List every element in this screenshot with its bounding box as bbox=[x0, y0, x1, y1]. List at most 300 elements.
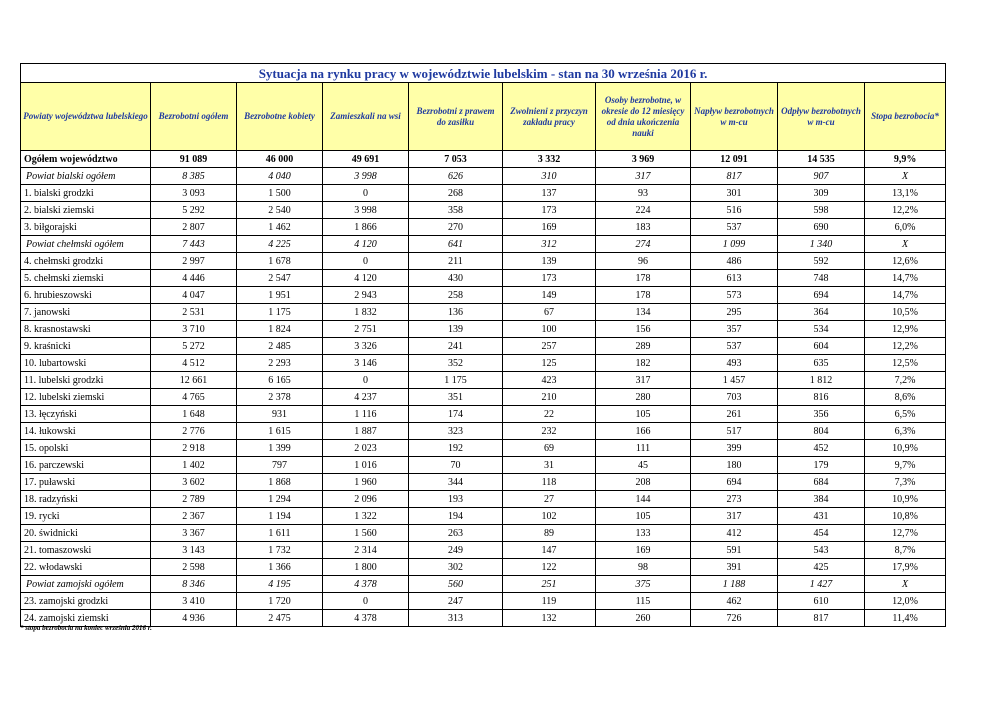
value-cell: 45 bbox=[596, 457, 691, 474]
value-cell: 4 378 bbox=[323, 610, 409, 627]
value-cell: 1 648 bbox=[151, 406, 237, 423]
value-cell: 1 427 bbox=[778, 576, 865, 593]
district-name-cell: 19. rycki bbox=[21, 508, 151, 525]
value-cell: 8,6% bbox=[865, 389, 946, 406]
value-cell: 156 bbox=[596, 321, 691, 338]
value-cell: 399 bbox=[691, 440, 778, 457]
value-cell: 1 720 bbox=[237, 593, 323, 610]
value-cell: 7,3% bbox=[865, 474, 946, 491]
value-cell: 1 500 bbox=[237, 185, 323, 202]
value-cell: 412 bbox=[691, 525, 778, 542]
value-cell: 5 272 bbox=[151, 338, 237, 355]
value-cell: 1 402 bbox=[151, 457, 237, 474]
table-row bbox=[21, 610, 946, 627]
value-cell: 4 195 bbox=[237, 576, 323, 593]
value-cell: 7 443 bbox=[151, 236, 237, 253]
table-row bbox=[21, 542, 946, 559]
value-cell: 260 bbox=[596, 610, 691, 627]
district-name-cell: 2. bialski ziemski bbox=[21, 202, 151, 219]
table-row bbox=[21, 457, 946, 474]
value-cell: 67 bbox=[503, 304, 596, 321]
value-cell: 2 367 bbox=[151, 508, 237, 525]
value-cell: 1 175 bbox=[409, 372, 503, 389]
value-cell: 3 710 bbox=[151, 321, 237, 338]
value-cell: 626 bbox=[409, 168, 503, 185]
value-cell: 1 322 bbox=[323, 508, 409, 525]
value-cell: 1 099 bbox=[691, 236, 778, 253]
value-cell: 312 bbox=[503, 236, 596, 253]
value-cell: 384 bbox=[778, 491, 865, 508]
value-cell: 258 bbox=[409, 287, 503, 304]
table-row bbox=[21, 270, 946, 287]
value-cell: 1 340 bbox=[778, 236, 865, 253]
value-cell: 1 462 bbox=[237, 219, 323, 236]
district-name-cell: 9. kraśnicki bbox=[21, 338, 151, 355]
value-cell: 31 bbox=[503, 457, 596, 474]
value-cell: 69 bbox=[503, 440, 596, 457]
value-cell: 684 bbox=[778, 474, 865, 491]
table-row bbox=[21, 304, 946, 321]
value-cell: 46 000 bbox=[237, 151, 323, 168]
table-row bbox=[21, 202, 946, 219]
unemployment-table bbox=[20, 63, 946, 627]
value-cell: 1 366 bbox=[237, 559, 323, 576]
value-cell: 102 bbox=[503, 508, 596, 525]
value-cell: 14,7% bbox=[865, 287, 946, 304]
value-cell: 3 998 bbox=[323, 168, 409, 185]
value-cell: 180 bbox=[691, 457, 778, 474]
value-cell: 641 bbox=[409, 236, 503, 253]
value-cell: 166 bbox=[596, 423, 691, 440]
value-cell: 358 bbox=[409, 202, 503, 219]
value-cell: 423 bbox=[503, 372, 596, 389]
value-cell: 144 bbox=[596, 491, 691, 508]
value-cell: 257 bbox=[503, 338, 596, 355]
value-cell: 125 bbox=[503, 355, 596, 372]
value-cell: 598 bbox=[778, 202, 865, 219]
table-row bbox=[21, 440, 946, 457]
value-cell: 323 bbox=[409, 423, 503, 440]
value-cell: 6 165 bbox=[237, 372, 323, 389]
value-cell: 2 531 bbox=[151, 304, 237, 321]
value-cell: 804 bbox=[778, 423, 865, 440]
value-cell: 134 bbox=[596, 304, 691, 321]
value-cell: 2 547 bbox=[237, 270, 323, 287]
value-cell: 1 866 bbox=[323, 219, 409, 236]
value-cell: 1 611 bbox=[237, 525, 323, 542]
value-cell: 280 bbox=[596, 389, 691, 406]
value-cell: 302 bbox=[409, 559, 503, 576]
value-cell: 1 951 bbox=[237, 287, 323, 304]
value-cell: 317 bbox=[691, 508, 778, 525]
value-cell: 274 bbox=[596, 236, 691, 253]
value-cell: 2 293 bbox=[237, 355, 323, 372]
value-cell: 694 bbox=[691, 474, 778, 491]
value-cell: 0 bbox=[323, 185, 409, 202]
value-cell: 537 bbox=[691, 219, 778, 236]
value-cell: 310 bbox=[503, 168, 596, 185]
header-bezrobotne-kobiety: Bezrobotne kobiety bbox=[237, 83, 323, 151]
value-cell: 14 535 bbox=[778, 151, 865, 168]
value-cell: 3 410 bbox=[151, 593, 237, 610]
value-cell: 431 bbox=[778, 508, 865, 525]
value-cell: 4 378 bbox=[323, 576, 409, 593]
value-cell: 3 602 bbox=[151, 474, 237, 491]
value-cell: 690 bbox=[778, 219, 865, 236]
value-cell: 1 188 bbox=[691, 576, 778, 593]
value-cell: 317 bbox=[596, 168, 691, 185]
value-cell: 11,4% bbox=[865, 610, 946, 627]
table-row bbox=[21, 219, 946, 236]
value-cell: 592 bbox=[778, 253, 865, 270]
value-cell: 98 bbox=[596, 559, 691, 576]
value-cell: 0 bbox=[323, 372, 409, 389]
value-cell: 313 bbox=[409, 610, 503, 627]
value-cell: 263 bbox=[409, 525, 503, 542]
value-cell: 132 bbox=[503, 610, 596, 627]
district-name-cell: 13. łęczyński bbox=[21, 406, 151, 423]
value-cell: 3 146 bbox=[323, 355, 409, 372]
value-cell: 726 bbox=[691, 610, 778, 627]
value-cell: 1 868 bbox=[237, 474, 323, 491]
value-cell: 1 960 bbox=[323, 474, 409, 491]
value-cell: 560 bbox=[409, 576, 503, 593]
value-cell: 2 943 bbox=[323, 287, 409, 304]
value-cell: 17,9% bbox=[865, 559, 946, 576]
value-cell: 931 bbox=[237, 406, 323, 423]
table-row bbox=[21, 593, 946, 610]
district-name-cell: 12. lubelski ziemski bbox=[21, 389, 151, 406]
value-cell: 4 040 bbox=[237, 168, 323, 185]
value-cell: 1 116 bbox=[323, 406, 409, 423]
district-name-cell: 21. tomaszowski bbox=[21, 542, 151, 559]
value-cell: 122 bbox=[503, 559, 596, 576]
district-name-cell: 14. łukowski bbox=[21, 423, 151, 440]
value-cell: 93 bbox=[596, 185, 691, 202]
value-cell: 194 bbox=[409, 508, 503, 525]
header-powiaty: Powiaty województwa lubelskiego bbox=[21, 83, 151, 151]
value-cell: 270 bbox=[409, 219, 503, 236]
value-cell: 0 bbox=[323, 593, 409, 610]
value-cell: 356 bbox=[778, 406, 865, 423]
value-cell: 12 091 bbox=[691, 151, 778, 168]
value-cell: 2 918 bbox=[151, 440, 237, 457]
value-cell: 12,0% bbox=[865, 593, 946, 610]
value-cell: 907 bbox=[778, 168, 865, 185]
value-cell: 2 997 bbox=[151, 253, 237, 270]
table-row bbox=[21, 406, 946, 423]
value-cell: 12 661 bbox=[151, 372, 237, 389]
value-cell: 136 bbox=[409, 304, 503, 321]
value-cell: 174 bbox=[409, 406, 503, 423]
value-cell: 6,5% bbox=[865, 406, 946, 423]
value-cell: 247 bbox=[409, 593, 503, 610]
value-cell: 4 225 bbox=[237, 236, 323, 253]
value-cell: 224 bbox=[596, 202, 691, 219]
value-cell: 694 bbox=[778, 287, 865, 304]
value-cell: 9,7% bbox=[865, 457, 946, 474]
value-cell: 10,9% bbox=[865, 440, 946, 457]
value-cell: 251 bbox=[503, 576, 596, 593]
value-cell: 12,2% bbox=[865, 202, 946, 219]
unemployment-report-sheet bbox=[20, 63, 945, 627]
value-cell: 178 bbox=[596, 270, 691, 287]
value-cell: 4 512 bbox=[151, 355, 237, 372]
value-cell: 1 800 bbox=[323, 559, 409, 576]
value-cell: 178 bbox=[596, 287, 691, 304]
value-cell: 454 bbox=[778, 525, 865, 542]
district-name-cell: 23. zamojski grodzki bbox=[21, 593, 151, 610]
table-row bbox=[21, 474, 946, 491]
header-prawo-do-zasilku: Bezrobotni z prawem do zasiłku bbox=[409, 83, 503, 151]
value-cell: 604 bbox=[778, 338, 865, 355]
district-name-cell: 10. lubartowski bbox=[21, 355, 151, 372]
value-cell: 2 096 bbox=[323, 491, 409, 508]
value-cell: 115 bbox=[596, 593, 691, 610]
value-cell: 12,5% bbox=[865, 355, 946, 372]
value-cell: 1 294 bbox=[237, 491, 323, 508]
value-cell: 210 bbox=[503, 389, 596, 406]
value-cell: 10,9% bbox=[865, 491, 946, 508]
table-row bbox=[21, 287, 946, 304]
table-row bbox=[21, 389, 946, 406]
value-cell: 3 969 bbox=[596, 151, 691, 168]
value-cell: 748 bbox=[778, 270, 865, 287]
value-cell: 613 bbox=[691, 270, 778, 287]
value-cell: 1 560 bbox=[323, 525, 409, 542]
value-cell: 317 bbox=[596, 372, 691, 389]
value-cell: 4 237 bbox=[323, 389, 409, 406]
value-cell: 183 bbox=[596, 219, 691, 236]
value-cell: 12,6% bbox=[865, 253, 946, 270]
header-naplyw: Napływ bezrobotnych w m-cu bbox=[691, 83, 778, 151]
district-name-cell: 5. chełmski ziemski bbox=[21, 270, 151, 287]
value-cell: 7 053 bbox=[409, 151, 503, 168]
value-cell: 452 bbox=[778, 440, 865, 457]
value-cell: 797 bbox=[237, 457, 323, 474]
value-cell: 70 bbox=[409, 457, 503, 474]
value-cell: 4 446 bbox=[151, 270, 237, 287]
table-row bbox=[21, 372, 946, 389]
table-row bbox=[21, 508, 946, 525]
value-cell: 118 bbox=[503, 474, 596, 491]
value-cell: 2 023 bbox=[323, 440, 409, 457]
value-cell: 817 bbox=[691, 168, 778, 185]
value-cell: 12,2% bbox=[865, 338, 946, 355]
value-cell: 3 332 bbox=[503, 151, 596, 168]
total-row bbox=[21, 151, 946, 168]
value-cell: 96 bbox=[596, 253, 691, 270]
value-cell: 211 bbox=[409, 253, 503, 270]
value-cell: 573 bbox=[691, 287, 778, 304]
value-cell: 543 bbox=[778, 542, 865, 559]
district-name-cell: Powiat zamojski ogółem bbox=[21, 576, 151, 593]
value-cell: 8 385 bbox=[151, 168, 237, 185]
district-name-cell: 18. radzyński bbox=[21, 491, 151, 508]
value-cell: 1 678 bbox=[237, 253, 323, 270]
district-name-cell: 3. biłgorajski bbox=[21, 219, 151, 236]
value-cell: 635 bbox=[778, 355, 865, 372]
value-cell: 534 bbox=[778, 321, 865, 338]
table-row bbox=[21, 491, 946, 508]
value-cell: X bbox=[865, 576, 946, 593]
district-name-cell: Powiat chełmski ogółem bbox=[21, 236, 151, 253]
value-cell: 2 776 bbox=[151, 423, 237, 440]
district-name-cell: 4. chełmski grodzki bbox=[21, 253, 151, 270]
value-cell: 9,9% bbox=[865, 151, 946, 168]
value-cell: 1 457 bbox=[691, 372, 778, 389]
value-cell: 289 bbox=[596, 338, 691, 355]
value-cell: 703 bbox=[691, 389, 778, 406]
value-cell: 105 bbox=[596, 406, 691, 423]
value-cell: 241 bbox=[409, 338, 503, 355]
header-odplyw: Odpływ bezrobotnych w m-cu bbox=[778, 83, 865, 151]
value-cell: 1 732 bbox=[237, 542, 323, 559]
value-cell: 375 bbox=[596, 576, 691, 593]
district-name-cell: 1. bialski grodzki bbox=[21, 185, 151, 202]
subtotal-row bbox=[21, 236, 946, 253]
value-cell: 4 765 bbox=[151, 389, 237, 406]
header-stopa-bezrobocia: Stopa bezrobocia* bbox=[865, 83, 946, 151]
value-cell: 3 998 bbox=[323, 202, 409, 219]
value-cell: 486 bbox=[691, 253, 778, 270]
value-cell: 1 016 bbox=[323, 457, 409, 474]
value-cell: X bbox=[865, 236, 946, 253]
report-title: Sytuacja na rynku pracy w województwie lubelskim - stan na 30 września 2016 r. bbox=[21, 64, 946, 83]
value-cell: 462 bbox=[691, 593, 778, 610]
value-cell: 816 bbox=[778, 389, 865, 406]
value-cell: 295 bbox=[691, 304, 778, 321]
district-name-cell: 17. puławski bbox=[21, 474, 151, 491]
value-cell: 591 bbox=[691, 542, 778, 559]
value-cell: 517 bbox=[691, 423, 778, 440]
value-cell: 493 bbox=[691, 355, 778, 372]
value-cell: 89 bbox=[503, 525, 596, 542]
district-name-cell: 20. świdnicki bbox=[21, 525, 151, 542]
district-name-cell: 16. parczewski bbox=[21, 457, 151, 474]
value-cell: 139 bbox=[409, 321, 503, 338]
value-cell: 4 047 bbox=[151, 287, 237, 304]
value-cell: 27 bbox=[503, 491, 596, 508]
table-row bbox=[21, 253, 946, 270]
table-row bbox=[21, 559, 946, 576]
value-cell: 425 bbox=[778, 559, 865, 576]
value-cell: 2 807 bbox=[151, 219, 237, 236]
value-cell: 537 bbox=[691, 338, 778, 355]
value-cell: 4 120 bbox=[323, 236, 409, 253]
value-cell: 352 bbox=[409, 355, 503, 372]
value-cell: 3 093 bbox=[151, 185, 237, 202]
value-cell: 111 bbox=[596, 440, 691, 457]
value-cell: 357 bbox=[691, 321, 778, 338]
value-cell: 364 bbox=[778, 304, 865, 321]
value-cell: 268 bbox=[409, 185, 503, 202]
value-cell: 1 812 bbox=[778, 372, 865, 389]
value-cell: 430 bbox=[409, 270, 503, 287]
value-cell: 6,0% bbox=[865, 219, 946, 236]
value-cell: 2 789 bbox=[151, 491, 237, 508]
value-cell: 2 378 bbox=[237, 389, 323, 406]
value-cell: 1 887 bbox=[323, 423, 409, 440]
value-cell: 169 bbox=[503, 219, 596, 236]
value-cell: 3 326 bbox=[323, 338, 409, 355]
value-cell: 100 bbox=[503, 321, 596, 338]
table-row bbox=[21, 423, 946, 440]
value-cell: 1 832 bbox=[323, 304, 409, 321]
value-cell: 173 bbox=[503, 270, 596, 287]
value-cell: 351 bbox=[409, 389, 503, 406]
value-cell: 232 bbox=[503, 423, 596, 440]
value-cell: X bbox=[865, 168, 946, 185]
value-cell: 610 bbox=[778, 593, 865, 610]
value-cell: 2 598 bbox=[151, 559, 237, 576]
value-cell: 193 bbox=[409, 491, 503, 508]
header-bezrobotni-ogolem: Bezrobotni ogółem bbox=[151, 83, 237, 151]
district-name-cell: 15. opolski bbox=[21, 440, 151, 457]
district-name-cell: 11. lubelski grodzki bbox=[21, 372, 151, 389]
value-cell: 2 314 bbox=[323, 542, 409, 559]
header-absolwenci: Osoby bezrobotne, w okresie do 12 miesięcy od dnia ukończenia nauki bbox=[596, 83, 691, 151]
subtotal-row bbox=[21, 168, 946, 185]
value-cell: 2 751 bbox=[323, 321, 409, 338]
district-name-cell: 24. zamojski ziemski bbox=[21, 610, 151, 627]
district-name-cell: 7. janowski bbox=[21, 304, 151, 321]
value-cell: 261 bbox=[691, 406, 778, 423]
value-cell: 391 bbox=[691, 559, 778, 576]
value-cell: 133 bbox=[596, 525, 691, 542]
value-cell: 2 540 bbox=[237, 202, 323, 219]
table-row bbox=[21, 525, 946, 542]
value-cell: 8,7% bbox=[865, 542, 946, 559]
value-cell: 119 bbox=[503, 593, 596, 610]
district-name-cell: Powiat bialski ogółem bbox=[21, 168, 151, 185]
district-name-cell: 22. włodawski bbox=[21, 559, 151, 576]
value-cell: 1 175 bbox=[237, 304, 323, 321]
value-cell: 1 194 bbox=[237, 508, 323, 525]
table-row bbox=[21, 185, 946, 202]
value-cell: 2 475 bbox=[237, 610, 323, 627]
footnote: * stopa bezrobocia na koniec września 2016 r. bbox=[20, 624, 152, 632]
value-cell: 22 bbox=[503, 406, 596, 423]
header-zamieszkali-na-wsi: Zamieszkali na wsi bbox=[323, 83, 409, 151]
value-cell: 344 bbox=[409, 474, 503, 491]
value-cell: 13,1% bbox=[865, 185, 946, 202]
value-cell: 4 120 bbox=[323, 270, 409, 287]
value-cell: 12,9% bbox=[865, 321, 946, 338]
value-cell: 5 292 bbox=[151, 202, 237, 219]
value-cell: 6,3% bbox=[865, 423, 946, 440]
value-cell: 173 bbox=[503, 202, 596, 219]
value-cell: 208 bbox=[596, 474, 691, 491]
value-cell: 249 bbox=[409, 542, 503, 559]
table-row bbox=[21, 321, 946, 338]
value-cell: 49 691 bbox=[323, 151, 409, 168]
value-cell: 192 bbox=[409, 440, 503, 457]
value-cell: 182 bbox=[596, 355, 691, 372]
value-cell: 1 615 bbox=[237, 423, 323, 440]
value-cell: 10,5% bbox=[865, 304, 946, 321]
value-cell: 139 bbox=[503, 253, 596, 270]
header-zwolnieni: Zwolnieni z przyczyn zakładu pracy bbox=[503, 83, 596, 151]
value-cell: 1 399 bbox=[237, 440, 323, 457]
value-cell: 91 089 bbox=[151, 151, 237, 168]
value-cell: 14,7% bbox=[865, 270, 946, 287]
value-cell: 12,7% bbox=[865, 525, 946, 542]
value-cell: 817 bbox=[778, 610, 865, 627]
value-cell: 309 bbox=[778, 185, 865, 202]
table-row bbox=[21, 338, 946, 355]
value-cell: 147 bbox=[503, 542, 596, 559]
